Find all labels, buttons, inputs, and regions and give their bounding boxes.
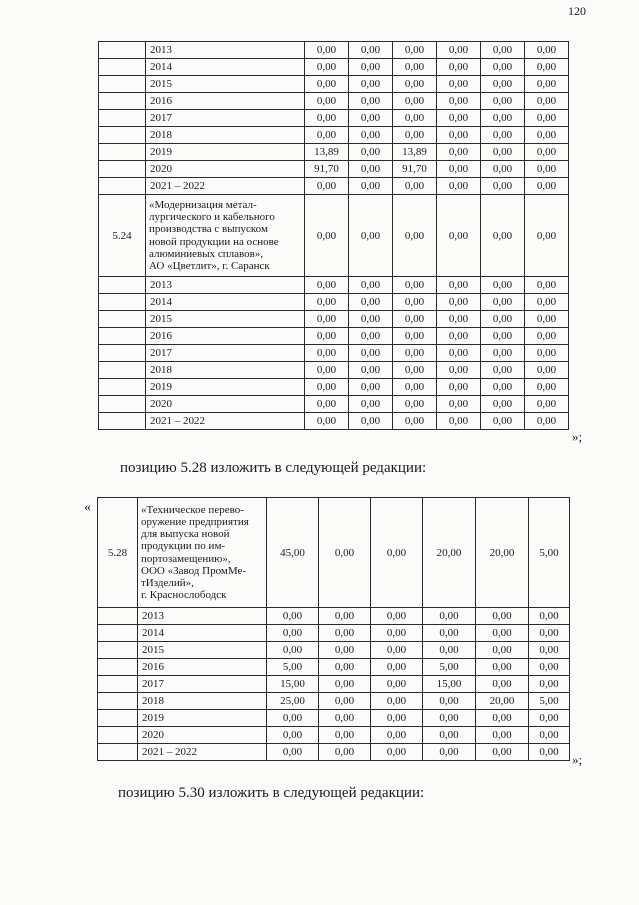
value-cell: 0,00 bbox=[525, 294, 569, 311]
value-cell: 0,00 bbox=[305, 42, 349, 59]
instruction-paragraph: позицию 5.30 изложить в следующей редакции: bbox=[118, 785, 425, 801]
table-row bbox=[99, 127, 569, 144]
description-line: г. Краснослободск bbox=[141, 589, 227, 602]
value-cell: 0,00 bbox=[525, 76, 569, 93]
value-cell: 0,00 bbox=[476, 710, 529, 727]
value-cell: 0,00 bbox=[525, 413, 569, 430]
value-cell: 0,00 bbox=[371, 693, 423, 710]
value-cell: 0,00 bbox=[319, 498, 371, 608]
value-cell: 0,00 bbox=[481, 127, 525, 144]
year-cell: 2015 bbox=[146, 311, 305, 328]
value-cell: 0,00 bbox=[437, 311, 481, 328]
value-cell: 0,00 bbox=[393, 345, 437, 362]
instruction-paragraph: позицию 5.28 изложить в следующей редакции: bbox=[120, 460, 427, 476]
value-cell: 15,00 bbox=[423, 676, 476, 693]
value-cell: 0,00 bbox=[437, 161, 481, 178]
row-number-cell bbox=[99, 76, 146, 93]
value-cell: 0,00 bbox=[393, 178, 437, 195]
value-cell: 0,00 bbox=[319, 710, 371, 727]
value-cell: 0,00 bbox=[481, 413, 525, 430]
value-cell: 0,00 bbox=[525, 93, 569, 110]
value-cell: 0,00 bbox=[371, 498, 423, 608]
description-line: тИзделий», bbox=[141, 576, 194, 589]
opening-quote: « bbox=[84, 500, 91, 515]
value-cell: 0,00 bbox=[305, 396, 349, 413]
year-cell: 2018 bbox=[146, 362, 305, 379]
value-cell: 0,00 bbox=[371, 608, 423, 625]
table-row bbox=[99, 178, 569, 195]
value-cell: 0,00 bbox=[349, 76, 393, 93]
value-cell: 0,00 bbox=[305, 328, 349, 345]
value-cell: 0,00 bbox=[349, 161, 393, 178]
description-line: ООО «Завод ПромМе- bbox=[141, 564, 246, 577]
table-row bbox=[99, 76, 569, 93]
value-cell: 0,00 bbox=[437, 396, 481, 413]
item-description-cell bbox=[146, 195, 305, 277]
value-cell: 0,00 bbox=[319, 608, 371, 625]
table-row bbox=[99, 413, 569, 430]
value-cell: 0,00 bbox=[349, 294, 393, 311]
table-row bbox=[98, 710, 570, 727]
year-cell: 2013 bbox=[146, 277, 305, 294]
value-cell: 0,00 bbox=[529, 659, 570, 676]
value-cell: 0,00 bbox=[525, 379, 569, 396]
value-cell: 0,00 bbox=[371, 744, 423, 761]
value-cell: 0,00 bbox=[423, 710, 476, 727]
value-cell: 0,00 bbox=[305, 362, 349, 379]
table-row bbox=[99, 277, 569, 294]
year-cell: 2021 – 2022 bbox=[146, 413, 305, 430]
table-row bbox=[98, 693, 570, 710]
table-row bbox=[99, 311, 569, 328]
value-cell: 0,00 bbox=[525, 59, 569, 76]
value-cell: 0,00 bbox=[476, 676, 529, 693]
table-row bbox=[99, 328, 569, 345]
value-cell: 91,70 bbox=[393, 161, 437, 178]
table-row bbox=[99, 93, 569, 110]
row-number-cell bbox=[99, 144, 146, 161]
value-cell: 0,00 bbox=[393, 59, 437, 76]
value-cell: 0,00 bbox=[525, 362, 569, 379]
row-number-cell bbox=[98, 608, 138, 625]
value-cell: 0,00 bbox=[305, 277, 349, 294]
value-cell: 0,00 bbox=[529, 608, 570, 625]
year-cell: 2017 bbox=[146, 110, 305, 127]
value-cell: 0,00 bbox=[371, 625, 423, 642]
value-cell: 20,00 bbox=[476, 693, 529, 710]
item-row bbox=[98, 498, 570, 608]
year-cell: 2021 – 2022 bbox=[146, 178, 305, 195]
value-cell: 0,00 bbox=[437, 42, 481, 59]
value-cell: 0,00 bbox=[525, 144, 569, 161]
value-cell: 0,00 bbox=[437, 93, 481, 110]
value-cell: 0,00 bbox=[393, 195, 437, 277]
value-cell: 0,00 bbox=[267, 727, 319, 744]
row-number-cell bbox=[99, 110, 146, 127]
table-row bbox=[99, 144, 569, 161]
value-cell: 0,00 bbox=[476, 625, 529, 642]
value-cell: 0,00 bbox=[437, 59, 481, 76]
value-cell: 0,00 bbox=[393, 311, 437, 328]
value-cell: 0,00 bbox=[481, 59, 525, 76]
year-cell: 2018 bbox=[146, 127, 305, 144]
value-cell: 0,00 bbox=[476, 608, 529, 625]
value-cell: 0,00 bbox=[371, 659, 423, 676]
value-cell: 0,00 bbox=[319, 642, 371, 659]
table-row bbox=[98, 608, 570, 625]
value-cell: 0,00 bbox=[476, 659, 529, 676]
value-cell: 0,00 bbox=[393, 379, 437, 396]
value-cell: 0,00 bbox=[437, 277, 481, 294]
value-cell: 13,89 bbox=[393, 144, 437, 161]
value-cell: 91,70 bbox=[305, 161, 349, 178]
value-cell: 0,00 bbox=[319, 693, 371, 710]
value-cell: 13,89 bbox=[305, 144, 349, 161]
row-number-cell bbox=[98, 676, 138, 693]
table-row bbox=[99, 42, 569, 59]
value-cell: 0,00 bbox=[393, 93, 437, 110]
value-cell: 0,00 bbox=[393, 294, 437, 311]
value-cell: 0,00 bbox=[305, 311, 349, 328]
value-cell: 25,00 bbox=[267, 693, 319, 710]
row-number-cell bbox=[99, 328, 146, 345]
description-line: для выпуска новой bbox=[141, 528, 230, 541]
value-cell: 15,00 bbox=[267, 676, 319, 693]
item-description-cell bbox=[138, 498, 267, 608]
year-cell: 2014 bbox=[146, 59, 305, 76]
page-number: 120 bbox=[568, 4, 586, 18]
description-line: лургического и кабельного bbox=[149, 211, 275, 224]
year-cell: 2019 bbox=[146, 144, 305, 161]
value-cell: 0,00 bbox=[525, 161, 569, 178]
year-cell: 2020 bbox=[146, 161, 305, 178]
value-cell: 0,00 bbox=[319, 727, 371, 744]
value-cell: 0,00 bbox=[349, 59, 393, 76]
value-cell: 0,00 bbox=[319, 676, 371, 693]
value-cell: 0,00 bbox=[423, 727, 476, 744]
description-line: производства с выпуском bbox=[149, 223, 268, 236]
value-cell: 0,00 bbox=[525, 277, 569, 294]
value-cell: 0,00 bbox=[481, 93, 525, 110]
value-cell: 0,00 bbox=[525, 396, 569, 413]
value-cell: 0,00 bbox=[481, 110, 525, 127]
value-cell: 0,00 bbox=[349, 110, 393, 127]
row-number-cell bbox=[99, 161, 146, 178]
value-cell: 0,00 bbox=[371, 710, 423, 727]
value-cell: 0,00 bbox=[525, 328, 569, 345]
table-row bbox=[99, 110, 569, 127]
value-cell: 0,00 bbox=[349, 311, 393, 328]
value-cell: 0,00 bbox=[481, 144, 525, 161]
table-row bbox=[99, 379, 569, 396]
value-cell: 0,00 bbox=[481, 396, 525, 413]
value-cell: 0,00 bbox=[349, 178, 393, 195]
row-number-cell bbox=[99, 311, 146, 328]
value-cell: 0,00 bbox=[529, 744, 570, 761]
value-cell: 0,00 bbox=[437, 294, 481, 311]
value-cell: 0,00 bbox=[305, 413, 349, 430]
value-cell: 0,00 bbox=[481, 311, 525, 328]
value-cell: 0,00 bbox=[349, 127, 393, 144]
value-cell: 45,00 bbox=[267, 498, 319, 608]
value-cell: 0,00 bbox=[349, 277, 393, 294]
value-cell: 0,00 bbox=[349, 144, 393, 161]
value-cell: 0,00 bbox=[393, 328, 437, 345]
value-cell: 0,00 bbox=[437, 379, 481, 396]
value-cell: 0,00 bbox=[349, 42, 393, 59]
value-cell: 0,00 bbox=[476, 727, 529, 744]
year-cell: 2020 bbox=[146, 396, 305, 413]
value-cell: 0,00 bbox=[437, 76, 481, 93]
row-number-cell bbox=[99, 379, 146, 396]
value-cell: 0,00 bbox=[267, 744, 319, 761]
year-cell: 2013 bbox=[138, 608, 267, 625]
value-cell: 0,00 bbox=[349, 413, 393, 430]
value-cell: 0,00 bbox=[476, 744, 529, 761]
row-number-cell bbox=[99, 413, 146, 430]
row-number-cell bbox=[98, 625, 138, 642]
year-cell: 2013 bbox=[146, 42, 305, 59]
table-row bbox=[98, 727, 570, 744]
row-number-cell bbox=[99, 127, 146, 144]
value-cell: 0,00 bbox=[393, 396, 437, 413]
year-cell: 2019 bbox=[138, 710, 267, 727]
value-cell: 0,00 bbox=[437, 362, 481, 379]
value-cell: 0,00 bbox=[525, 195, 569, 277]
value-cell: 20,00 bbox=[423, 498, 476, 608]
description-line: «Техническое перево- bbox=[141, 503, 244, 516]
value-cell: 0,00 bbox=[349, 328, 393, 345]
value-cell: 0,00 bbox=[525, 345, 569, 362]
value-cell: 0,00 bbox=[267, 642, 319, 659]
value-cell: 0,00 bbox=[393, 362, 437, 379]
item-number-cell: 5.28 bbox=[98, 498, 138, 608]
value-cell: 5,00 bbox=[423, 659, 476, 676]
value-cell: 0,00 bbox=[525, 127, 569, 144]
value-cell: 0,00 bbox=[393, 110, 437, 127]
value-cell: 0,00 bbox=[525, 110, 569, 127]
closing-quote: »; bbox=[572, 429, 583, 444]
value-cell: 0,00 bbox=[305, 178, 349, 195]
value-cell: 0,00 bbox=[267, 710, 319, 727]
value-cell: 0,00 bbox=[393, 42, 437, 59]
value-cell: 0,00 bbox=[481, 178, 525, 195]
value-cell: 20,00 bbox=[476, 498, 529, 608]
year-cell: 2014 bbox=[138, 625, 267, 642]
table-row bbox=[99, 396, 569, 413]
row-number-cell bbox=[99, 294, 146, 311]
value-cell: 0,00 bbox=[529, 676, 570, 693]
year-cell: 2017 bbox=[146, 345, 305, 362]
item-row bbox=[99, 195, 569, 277]
value-cell: 0,00 bbox=[371, 676, 423, 693]
value-cell: 0,00 bbox=[305, 127, 349, 144]
row-number-cell bbox=[98, 744, 138, 761]
value-cell: 5,00 bbox=[529, 498, 570, 608]
value-cell: 0,00 bbox=[349, 396, 393, 413]
year-cell: 2015 bbox=[146, 76, 305, 93]
value-cell: 0,00 bbox=[371, 642, 423, 659]
value-cell: 0,00 bbox=[437, 110, 481, 127]
value-cell: 0,00 bbox=[393, 413, 437, 430]
value-cell: 0,00 bbox=[267, 608, 319, 625]
value-cell: 0,00 bbox=[349, 195, 393, 277]
value-cell: 0,00 bbox=[481, 42, 525, 59]
row-number-cell bbox=[98, 693, 138, 710]
value-cell: 0,00 bbox=[305, 345, 349, 362]
value-cell: 0,00 bbox=[305, 110, 349, 127]
row-number-cell bbox=[99, 345, 146, 362]
value-cell: 0,00 bbox=[371, 727, 423, 744]
description-line: «Модернизация метал- bbox=[149, 198, 257, 211]
row-number-cell bbox=[98, 710, 138, 727]
value-cell: 0,00 bbox=[393, 76, 437, 93]
value-cell: 0,00 bbox=[481, 76, 525, 93]
description-line: новой продукции на основе bbox=[149, 235, 279, 248]
value-cell: 0,00 bbox=[437, 345, 481, 362]
value-cell: 5,00 bbox=[529, 693, 570, 710]
value-cell: 0,00 bbox=[476, 642, 529, 659]
row-number-cell bbox=[99, 362, 146, 379]
value-cell: 0,00 bbox=[423, 744, 476, 761]
value-cell: 0,00 bbox=[525, 311, 569, 328]
year-cell: 2018 bbox=[138, 693, 267, 710]
value-cell: 0,00 bbox=[529, 727, 570, 744]
item-number-cell: 5.24 bbox=[99, 195, 146, 277]
row-number-cell bbox=[98, 727, 138, 744]
year-cell: 2021 – 2022 bbox=[138, 744, 267, 761]
value-cell: 0,00 bbox=[437, 178, 481, 195]
table-row bbox=[99, 59, 569, 76]
description-line: АО «Цветлит», г. Саранск bbox=[149, 259, 270, 272]
value-cell: 0,00 bbox=[525, 42, 569, 59]
closing-quote: »; bbox=[572, 752, 583, 767]
funding-table-continued bbox=[98, 41, 569, 430]
row-number-cell bbox=[98, 642, 138, 659]
value-cell: 0,00 bbox=[481, 379, 525, 396]
year-cell: 2016 bbox=[146, 93, 305, 110]
row-number-cell bbox=[99, 59, 146, 76]
value-cell: 0,00 bbox=[319, 625, 371, 642]
description-line: портозамещению», bbox=[141, 552, 231, 565]
table-row bbox=[98, 676, 570, 693]
table-row bbox=[98, 625, 570, 642]
value-cell: 0,00 bbox=[305, 294, 349, 311]
value-cell: 0,00 bbox=[305, 59, 349, 76]
value-cell: 0,00 bbox=[305, 379, 349, 396]
value-cell: 0,00 bbox=[423, 625, 476, 642]
year-cell: 2016 bbox=[146, 328, 305, 345]
value-cell: 0,00 bbox=[437, 127, 481, 144]
value-cell: 0,00 bbox=[393, 127, 437, 144]
value-cell: 0,00 bbox=[481, 294, 525, 311]
description-line: продукции по им- bbox=[141, 540, 226, 553]
value-cell: 0,00 bbox=[305, 195, 349, 277]
value-cell: 0,00 bbox=[423, 608, 476, 625]
year-cell: 2017 bbox=[138, 676, 267, 693]
year-cell: 2020 bbox=[138, 727, 267, 744]
value-cell: 0,00 bbox=[319, 659, 371, 676]
value-cell: 0,00 bbox=[305, 93, 349, 110]
value-cell: 0,00 bbox=[481, 277, 525, 294]
value-cell: 0,00 bbox=[481, 362, 525, 379]
value-cell: 0,00 bbox=[349, 93, 393, 110]
row-number-cell bbox=[98, 659, 138, 676]
value-cell: 0,00 bbox=[525, 178, 569, 195]
value-cell: 0,00 bbox=[437, 144, 481, 161]
value-cell: 0,00 bbox=[481, 195, 525, 277]
table-row bbox=[98, 642, 570, 659]
value-cell: 0,00 bbox=[267, 625, 319, 642]
table-row bbox=[99, 362, 569, 379]
value-cell: 0,00 bbox=[349, 379, 393, 396]
row-number-cell bbox=[99, 277, 146, 294]
table-row bbox=[99, 294, 569, 311]
value-cell: 0,00 bbox=[349, 362, 393, 379]
value-cell: 0,00 bbox=[423, 693, 476, 710]
value-cell: 0,00 bbox=[529, 642, 570, 659]
value-cell: 0,00 bbox=[529, 625, 570, 642]
description-line: оружение предприятия bbox=[141, 515, 249, 528]
table-row bbox=[98, 744, 570, 761]
row-number-cell bbox=[99, 42, 146, 59]
value-cell: 0,00 bbox=[319, 744, 371, 761]
value-cell: 0,00 bbox=[305, 76, 349, 93]
row-number-cell bbox=[99, 93, 146, 110]
value-cell: 0,00 bbox=[481, 328, 525, 345]
value-cell: 0,00 bbox=[437, 413, 481, 430]
year-cell: 2019 bbox=[146, 379, 305, 396]
value-cell: 0,00 bbox=[423, 642, 476, 659]
value-cell: 0,00 bbox=[437, 195, 481, 277]
value-cell: 0,00 bbox=[481, 345, 525, 362]
row-number-cell bbox=[99, 396, 146, 413]
value-cell: 5,00 bbox=[267, 659, 319, 676]
value-cell: 0,00 bbox=[349, 345, 393, 362]
value-cell: 0,00 bbox=[529, 710, 570, 727]
row-number-cell bbox=[99, 178, 146, 195]
year-cell: 2015 bbox=[138, 642, 267, 659]
value-cell: 0,00 bbox=[437, 328, 481, 345]
year-cell: 2016 bbox=[138, 659, 267, 676]
year-cell: 2014 bbox=[146, 294, 305, 311]
funding-table-5-28 bbox=[97, 497, 570, 761]
value-cell: 0,00 bbox=[393, 277, 437, 294]
table-row bbox=[98, 659, 570, 676]
table-row bbox=[99, 345, 569, 362]
value-cell: 0,00 bbox=[481, 161, 525, 178]
description-line: алюминиевых сплавов», bbox=[149, 247, 264, 260]
table-row bbox=[99, 161, 569, 178]
